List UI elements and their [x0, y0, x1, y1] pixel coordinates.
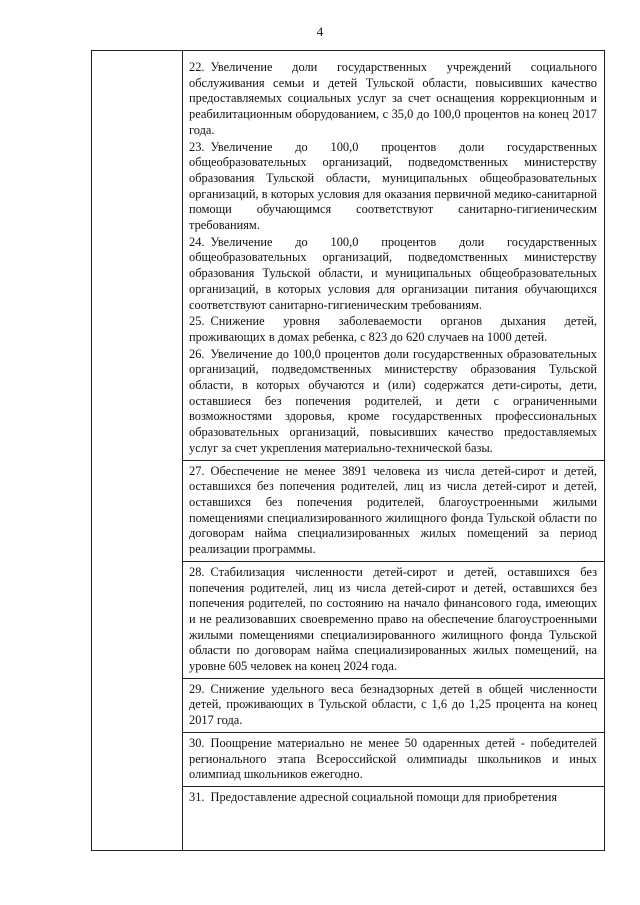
row-divider	[183, 561, 604, 562]
table-left-cell	[92, 51, 183, 850]
list-item-24: 24. Увеличение до 100,0 процентов доли государственных общеобразовательных организаций, подведомственных министерству образования Тульской области, и муниципальных общеобразовательных организаций, в которых условия для организации питания обучающихся соответствуют санитарно-гигиеническим требованиям.	[189, 234, 597, 312]
row-divider	[183, 678, 604, 679]
list-item-23: 23. Увеличение до 100,0 процентов доли государственных общеобразовательных организаций, подведомственных министерству образования Тульской области, муниципальных общеобразовательных организаций, в которых условия для оказания первичной медико-санитарной помощи обучающимся соответствуют санитарно-гигиеническим требованиям.	[189, 139, 597, 233]
list-item-28: 28. Стабилизация численности детей-сирот и детей, оставшихся без попечения родителей, лиц из числа детей-сирот и детей, оставшихся без попечения родителей, по состоянию на начало финансового года, имеющих и не реализовавших своевременно право на обеспечение благоустроенными жилыми помещениями специализированного жилищного фонда Тульской области по договорам найма специализированных жилых помещений, на уровне 605 человек на конец 2024 года.	[189, 564, 597, 674]
row-divider	[183, 732, 604, 733]
list-item-30: 30. Поощрение материально не менее 50 одаренных детей - победителей регионального этапа Всероссийской олимпиады школьников и иных олимпиад школьников ежегодно.	[189, 735, 597, 782]
list-item-31: 31. Предоставление адресной социальной помощи для приобретения	[189, 789, 558, 804]
document-table	[91, 50, 605, 851]
list-item-22: 22. Увеличение доли государственных учреждений социального обслуживания семьи и детей Тульской области, повысивших качество предоставляемых социальных услуг за счет оснащения коррекционным и реабилитационным оборудованием, с 35,0 до 100,0 процентов на конец 2017 года.	[189, 60, 597, 137]
list-item-29: 29. Снижение удельного веса безнадзорных детей в общей численности детей, проживающих в Тульской области, с 1,6 до 1,25 процента на конец 2017 года.	[189, 681, 597, 728]
page-number: 4	[316, 24, 324, 39]
list-item-26: 26. Увеличение до 100,0 процентов доли государственных образовательных организаций, подведомственных министерству образования Тульской области, в которых обучаются и (или) содержатся дети-сироты, дети, оставшиеся без попечения родителей, и дети с ограниченными возможностями здоровья, кроме государственных профессиональных образовательных организаций, повысивших качество предоставляемых услуг за счет укрепления материально-технической базы.	[189, 346, 597, 455]
row-divider	[183, 786, 604, 787]
list-item-27: 27. Обеспечение не менее 3891 человека из числа детей-сирот и детей, оставшихся без попечения родителей, лиц из числа детей-сирот и детей, оставшихся без попечения родителей, благоустроенными жилыми помещениями специализированного жилищного фонда Тульской области по договорам найма специализированных жилых помещений за период реализации программы.	[189, 463, 597, 557]
table-right-cell	[183, 51, 604, 850]
row-divider	[183, 460, 604, 461]
list-item-25: 25. Снижение уровня заболеваемости органов дыхания детей, проживающих в домах ребенка, с 823 до 620 случаев на 1000 детей.	[189, 314, 597, 344]
